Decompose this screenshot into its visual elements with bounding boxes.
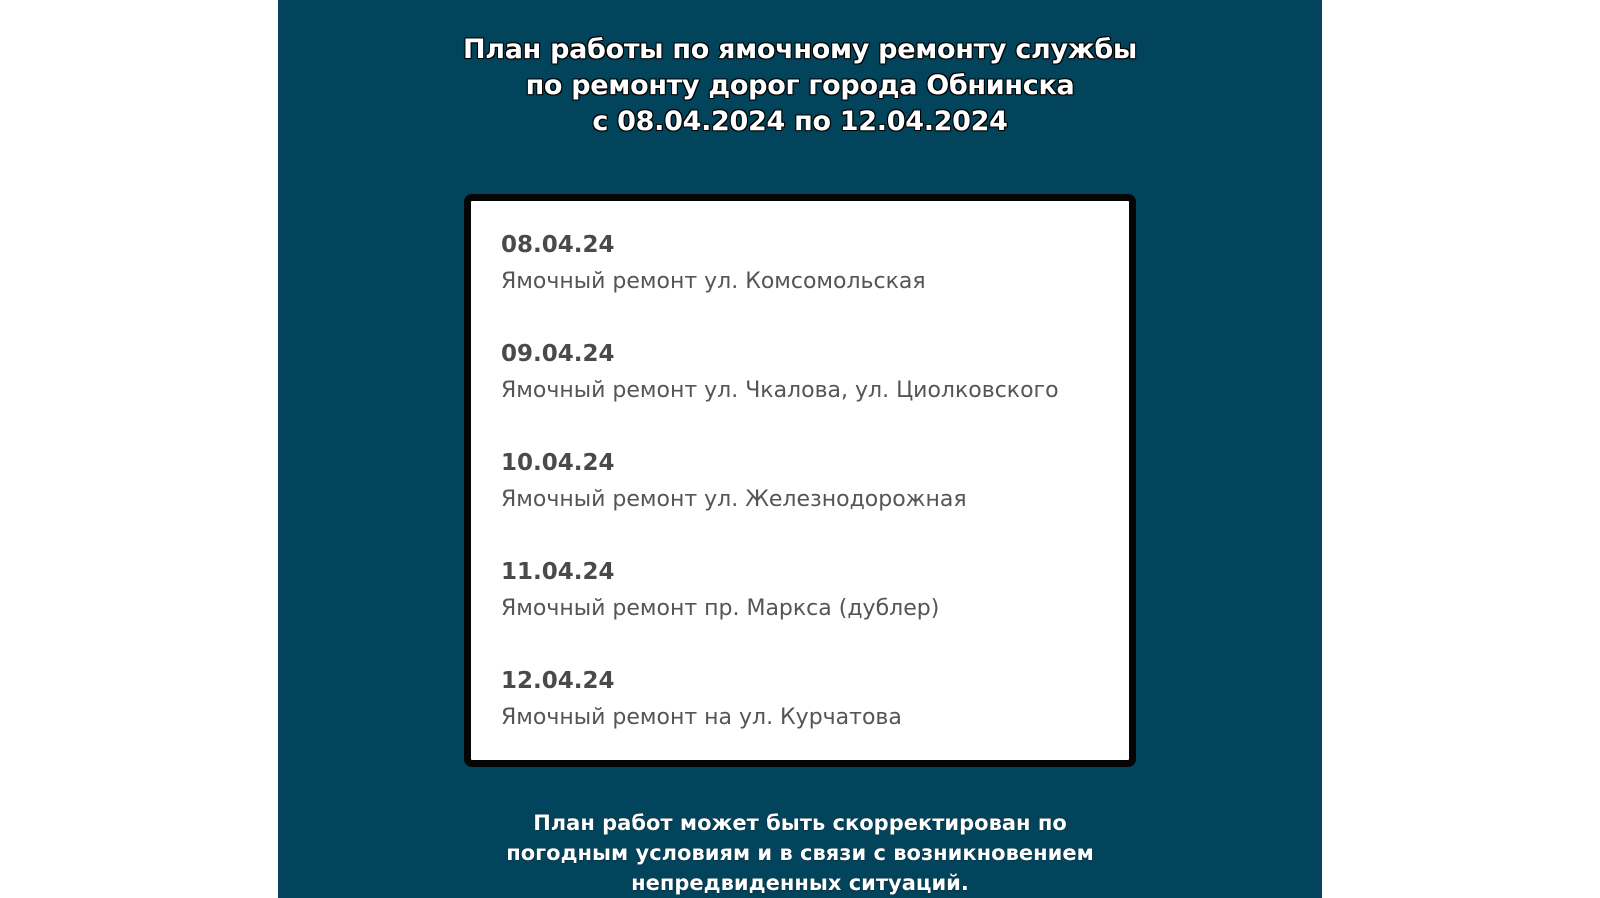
- footnote-line-2: погодным условиям и в связи с возникновением: [506, 841, 1094, 865]
- schedule-entry: [501, 338, 1121, 407]
- entry-description: Ямочный ремонт на ул. Курчатова: [501, 705, 902, 730]
- entry-description: Ямочный ремонт ул. Железнодорожная: [501, 487, 967, 512]
- schedule-entry: [501, 229, 1121, 298]
- entry-description: Ямочный ремонт ул. Чкалова, ул. Циолковского: [501, 378, 1059, 403]
- info-panel: [278, 0, 1322, 898]
- title-line-1: План работы по ямочному ремонту службы: [462, 34, 1138, 65]
- entry-date: 09.04.24: [501, 341, 615, 367]
- footnote-line-3: непредвиденных ситуаций.: [631, 871, 969, 895]
- entry-date: 10.04.24: [501, 450, 615, 476]
- schedule-entry: [501, 556, 1121, 625]
- title-line-3: с 08.04.2024 по 12.04.2024: [592, 106, 1008, 137]
- schedule-entry: [501, 447, 1121, 516]
- footnote: [278, 808, 1322, 898]
- schedule-box: [464, 194, 1136, 767]
- entry-date: 12.04.24: [501, 668, 615, 694]
- page-title: [278, 32, 1322, 140]
- entry-description: Ямочный ремонт пр. Маркса (дублер): [501, 596, 940, 621]
- schedule-entry: [501, 665, 1121, 734]
- entry-date: 08.04.24: [501, 232, 615, 258]
- entry-date: 11.04.24: [501, 559, 615, 585]
- entry-description: Ямочный ремонт ул. Комсомольская: [501, 269, 926, 294]
- footnote-line-1: План работ может быть скорректирован по: [533, 811, 1067, 835]
- title-line-2: по ремонту дорог города Обнинска: [525, 70, 1075, 101]
